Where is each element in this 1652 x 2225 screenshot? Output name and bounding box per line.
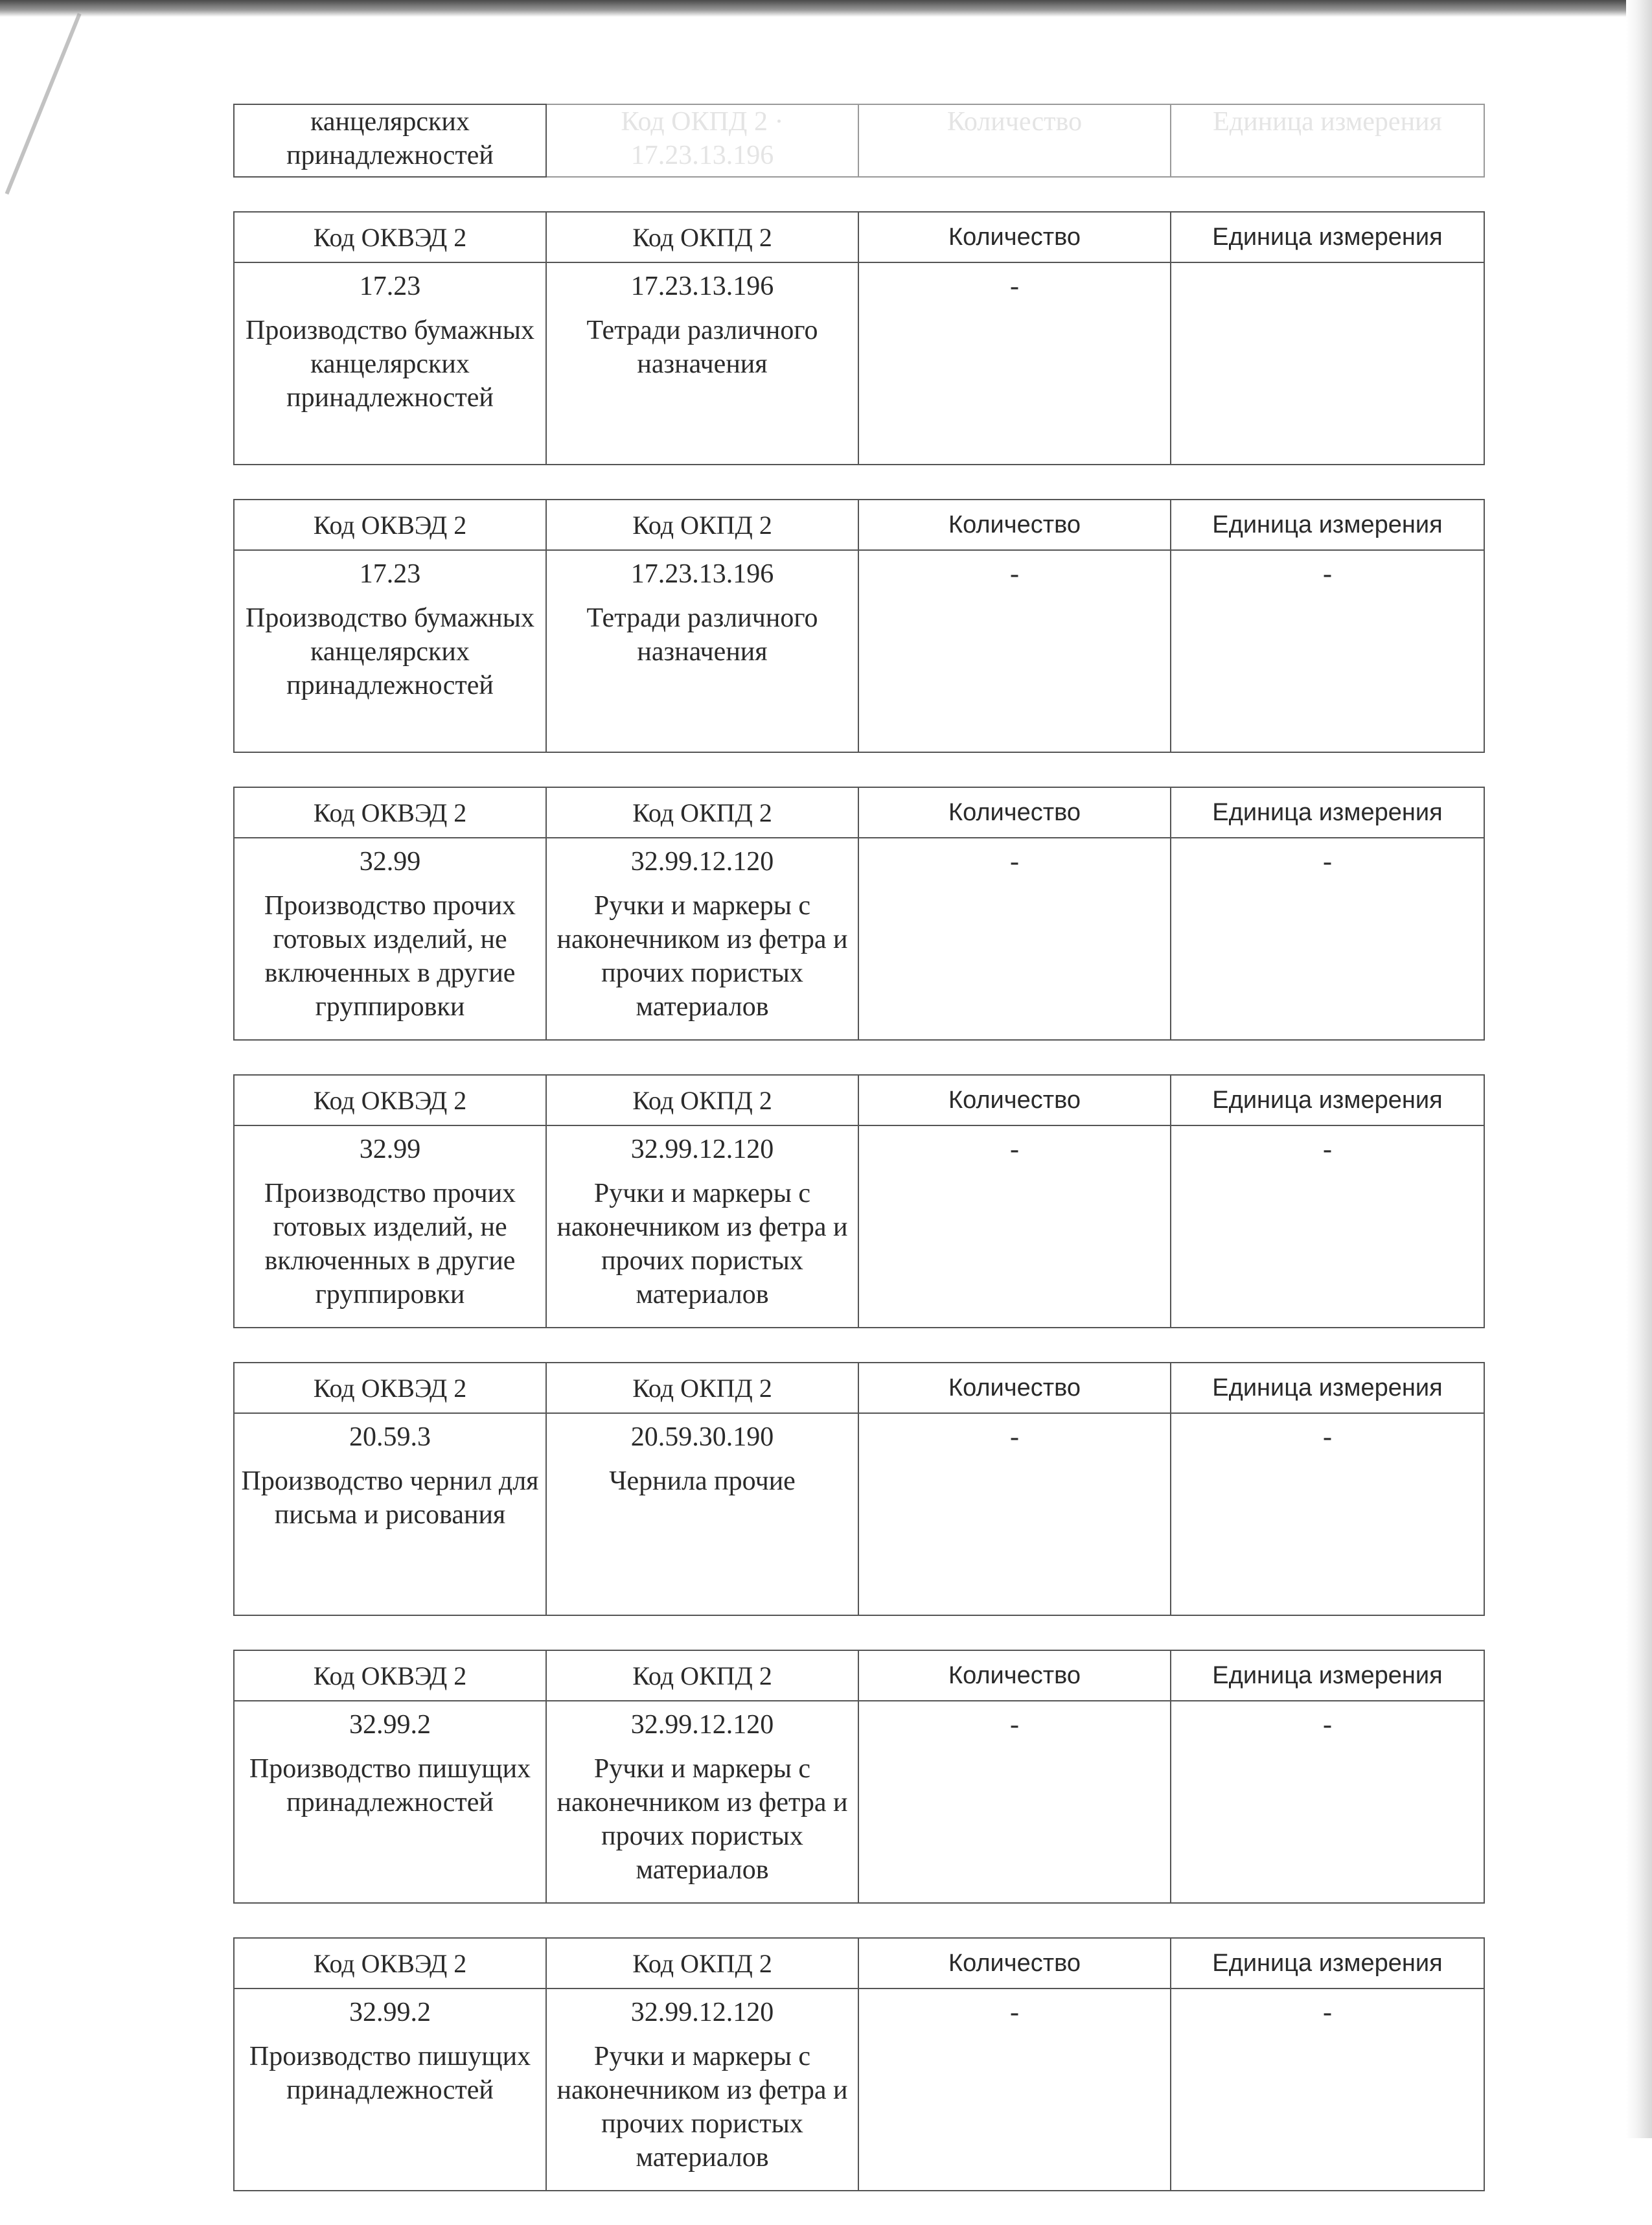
quantity-value: - bbox=[1010, 1422, 1019, 1452]
unit-cell bbox=[1171, 1125, 1484, 1328]
quantity-cell bbox=[858, 262, 1171, 465]
header-okpd: Код ОКПД 2 bbox=[546, 500, 858, 550]
okpd-cell bbox=[546, 1125, 858, 1328]
header-unit: Единица измерения bbox=[1171, 1363, 1484, 1413]
okved-description: Производство прочих готовых изделий, не включенных в другие группировки bbox=[264, 891, 516, 1022]
okpd-description: Тетради различного назначения bbox=[586, 603, 818, 667]
okved-okpd-table bbox=[233, 1074, 1485, 1328]
okved-code: 17.23 bbox=[359, 559, 421, 589]
unit-cell bbox=[1171, 262, 1484, 465]
okved-code: 17.23 bbox=[359, 271, 421, 301]
quantity-value: - bbox=[1010, 271, 1019, 301]
table-row bbox=[234, 1701, 1484, 1903]
header-okpd: Код ОКПД 2 bbox=[546, 212, 858, 262]
okved-description: Производство бумажных канцелярских принадлежностей bbox=[245, 316, 534, 413]
okved-description: Производство прочих готовых изделий, не включенных в другие группировки bbox=[264, 1179, 516, 1309]
header-okpd: Код ОКПД 2 bbox=[546, 1075, 858, 1125]
okpd-description: Ручки и маркеры с наконечником из фетра и прочих пористых материалов bbox=[556, 891, 848, 1022]
okved-code: 32.99.2 bbox=[349, 1998, 431, 2027]
okved-desc-tail: канцелярских принадлежностей bbox=[234, 104, 546, 177]
table-header-row bbox=[234, 500, 1484, 550]
table-header-row bbox=[234, 1363, 1484, 1413]
unit-value: - bbox=[1323, 1710, 1332, 1740]
okved-okpd-table bbox=[233, 499, 1485, 753]
quantity-cell bbox=[858, 1413, 1171, 1615]
okpd-cell bbox=[546, 838, 858, 1040]
header-quantity: Количество bbox=[858, 500, 1171, 550]
header-quantity: Количество bbox=[858, 1650, 1171, 1701]
okved-description: Производство чернил для письма и рисования bbox=[241, 1466, 539, 1530]
header-okpd: Код ОКПД 2 bbox=[546, 1363, 858, 1413]
header-okved: Код ОКВЭД 2 bbox=[234, 1363, 546, 1413]
header-okpd: Код ОКПД 2 bbox=[546, 787, 858, 838]
header-okved: Код ОКВЭД 2 bbox=[234, 1650, 546, 1701]
faded-cell: Единица измерения bbox=[1171, 104, 1484, 177]
okved-code: 20.59.3 bbox=[349, 1422, 431, 1452]
table-row bbox=[234, 1125, 1484, 1328]
quantity-value: - bbox=[1010, 1135, 1019, 1164]
partial-table-continued bbox=[233, 104, 1485, 178]
header-quantity: Количество bbox=[858, 787, 1171, 838]
okpd-description: Тетради различного назначения bbox=[586, 316, 818, 379]
unit-cell bbox=[1171, 1701, 1484, 1903]
unit-cell bbox=[1171, 1413, 1484, 1615]
header-okved: Код ОКВЭД 2 bbox=[234, 1075, 546, 1125]
scan-right-edge bbox=[1626, 0, 1652, 2138]
header-quantity: Количество bbox=[858, 1075, 1171, 1125]
okved-code: 32.99.2 bbox=[349, 1710, 431, 1740]
header-okved: Код ОКВЭД 2 bbox=[234, 1938, 546, 1989]
table-row bbox=[234, 1413, 1484, 1615]
okpd-cell bbox=[546, 550, 858, 752]
scan-top-edge bbox=[0, 0, 1652, 17]
okved-cell bbox=[234, 1989, 546, 2191]
okved-cell bbox=[234, 838, 546, 1040]
quantity-value: - bbox=[1010, 1998, 1019, 2027]
header-unit: Единица измерения bbox=[1171, 1938, 1484, 1989]
okved-description: Производство бумажных канцелярских принадлежностей bbox=[245, 603, 534, 700]
okved-okpd-table bbox=[233, 787, 1485, 1041]
okpd-code: 32.99.12.120 bbox=[630, 847, 774, 877]
okved-cell bbox=[234, 1125, 546, 1328]
unit-cell bbox=[1171, 550, 1484, 752]
table-row bbox=[234, 838, 1484, 1040]
table-header-row bbox=[234, 1938, 1484, 1989]
unit-cell bbox=[1171, 1989, 1484, 2191]
okved-okpd-table bbox=[233, 211, 1485, 465]
table-header-row bbox=[234, 1075, 1484, 1125]
quantity-value: - bbox=[1010, 847, 1019, 877]
header-okpd: Код ОКПД 2 bbox=[546, 1650, 858, 1701]
okpd-description: Чернила прочие bbox=[609, 1466, 796, 1496]
table-header-row bbox=[234, 212, 1484, 262]
okpd-code: 20.59.30.190 bbox=[630, 1422, 774, 1452]
header-unit: Единица измерения bbox=[1171, 1075, 1484, 1125]
header-quantity: Количество bbox=[858, 1938, 1171, 1989]
okved-code: 32.99 bbox=[359, 847, 421, 877]
scan-fold-shadow bbox=[5, 13, 82, 194]
quantity-value: - bbox=[1010, 559, 1019, 589]
unit-value: - bbox=[1323, 1998, 1332, 2027]
table-header-row bbox=[234, 1650, 1484, 1701]
quantity-cell bbox=[858, 1125, 1171, 1328]
table-row bbox=[234, 1989, 1484, 2191]
table-row bbox=[234, 262, 1484, 465]
okpd-cell bbox=[546, 1989, 858, 2191]
unit-value: - bbox=[1323, 1422, 1332, 1452]
document-page bbox=[233, 104, 1484, 2225]
okpd-code: 32.99.12.120 bbox=[630, 1135, 774, 1164]
okved-okpd-table bbox=[233, 1362, 1485, 1616]
header-quantity: Количество bbox=[858, 212, 1171, 262]
header-okved: Код ОКВЭД 2 bbox=[234, 787, 546, 838]
okved-code: 32.99 bbox=[359, 1135, 421, 1164]
unit-value: - bbox=[1323, 559, 1332, 589]
table-row bbox=[234, 104, 1484, 177]
header-unit: Единица измерения bbox=[1171, 212, 1484, 262]
okpd-description: Ручки и маркеры с наконечником из фетра и прочих пористых материалов bbox=[556, 1754, 848, 1885]
okpd-cell bbox=[546, 262, 858, 465]
okpd-description: Ручки и маркеры с наконечником из фетра и прочих пористых материалов bbox=[556, 2042, 848, 2173]
okved-cell bbox=[234, 1413, 546, 1615]
okpd-cell bbox=[546, 1413, 858, 1615]
okved-tables-list bbox=[233, 211, 1484, 2191]
okved-okpd-table bbox=[233, 1650, 1485, 1904]
okved-description: Производство пишущих принадлежностей bbox=[249, 1754, 531, 1817]
quantity-cell bbox=[858, 1701, 1171, 1903]
okved-cell bbox=[234, 1701, 546, 1903]
faded-cell: Код ОКПД 2 · 17.23.13.196 bbox=[546, 104, 858, 177]
faded-cell: Количество bbox=[858, 104, 1171, 177]
table-row bbox=[234, 550, 1484, 752]
header-okved: Код ОКВЭД 2 bbox=[234, 212, 546, 262]
okpd-code: 32.99.12.120 bbox=[630, 1998, 774, 2027]
unit-value: - bbox=[1323, 1135, 1332, 1164]
header-unit: Единица измерения bbox=[1171, 500, 1484, 550]
okved-cell bbox=[234, 550, 546, 752]
okved-description: Производство пишущих принадлежностей bbox=[249, 2042, 531, 2105]
quantity-value: - bbox=[1010, 1710, 1019, 1740]
header-okved: Код ОКВЭД 2 bbox=[234, 500, 546, 550]
unit-cell bbox=[1171, 838, 1484, 1040]
quantity-cell bbox=[858, 838, 1171, 1040]
quantity-cell bbox=[858, 1989, 1171, 2191]
okved-cell bbox=[234, 262, 546, 465]
okpd-code: 17.23.13.196 bbox=[630, 271, 774, 301]
header-unit: Единица измерения bbox=[1171, 1650, 1484, 1701]
table-header-row bbox=[234, 787, 1484, 838]
header-quantity: Количество bbox=[858, 1363, 1171, 1413]
okpd-code: 17.23.13.196 bbox=[630, 559, 774, 589]
header-okpd: Код ОКПД 2 bbox=[546, 1938, 858, 1989]
okpd-cell bbox=[546, 1701, 858, 1903]
okved-okpd-table bbox=[233, 1937, 1485, 2191]
header-unit: Единица измерения bbox=[1171, 787, 1484, 838]
quantity-cell bbox=[858, 550, 1171, 752]
okpd-code: 32.99.12.120 bbox=[630, 1710, 774, 1740]
okpd-description: Ручки и маркеры с наконечником из фетра и прочих пористых материалов bbox=[556, 1179, 848, 1309]
unit-value: - bbox=[1323, 847, 1332, 877]
